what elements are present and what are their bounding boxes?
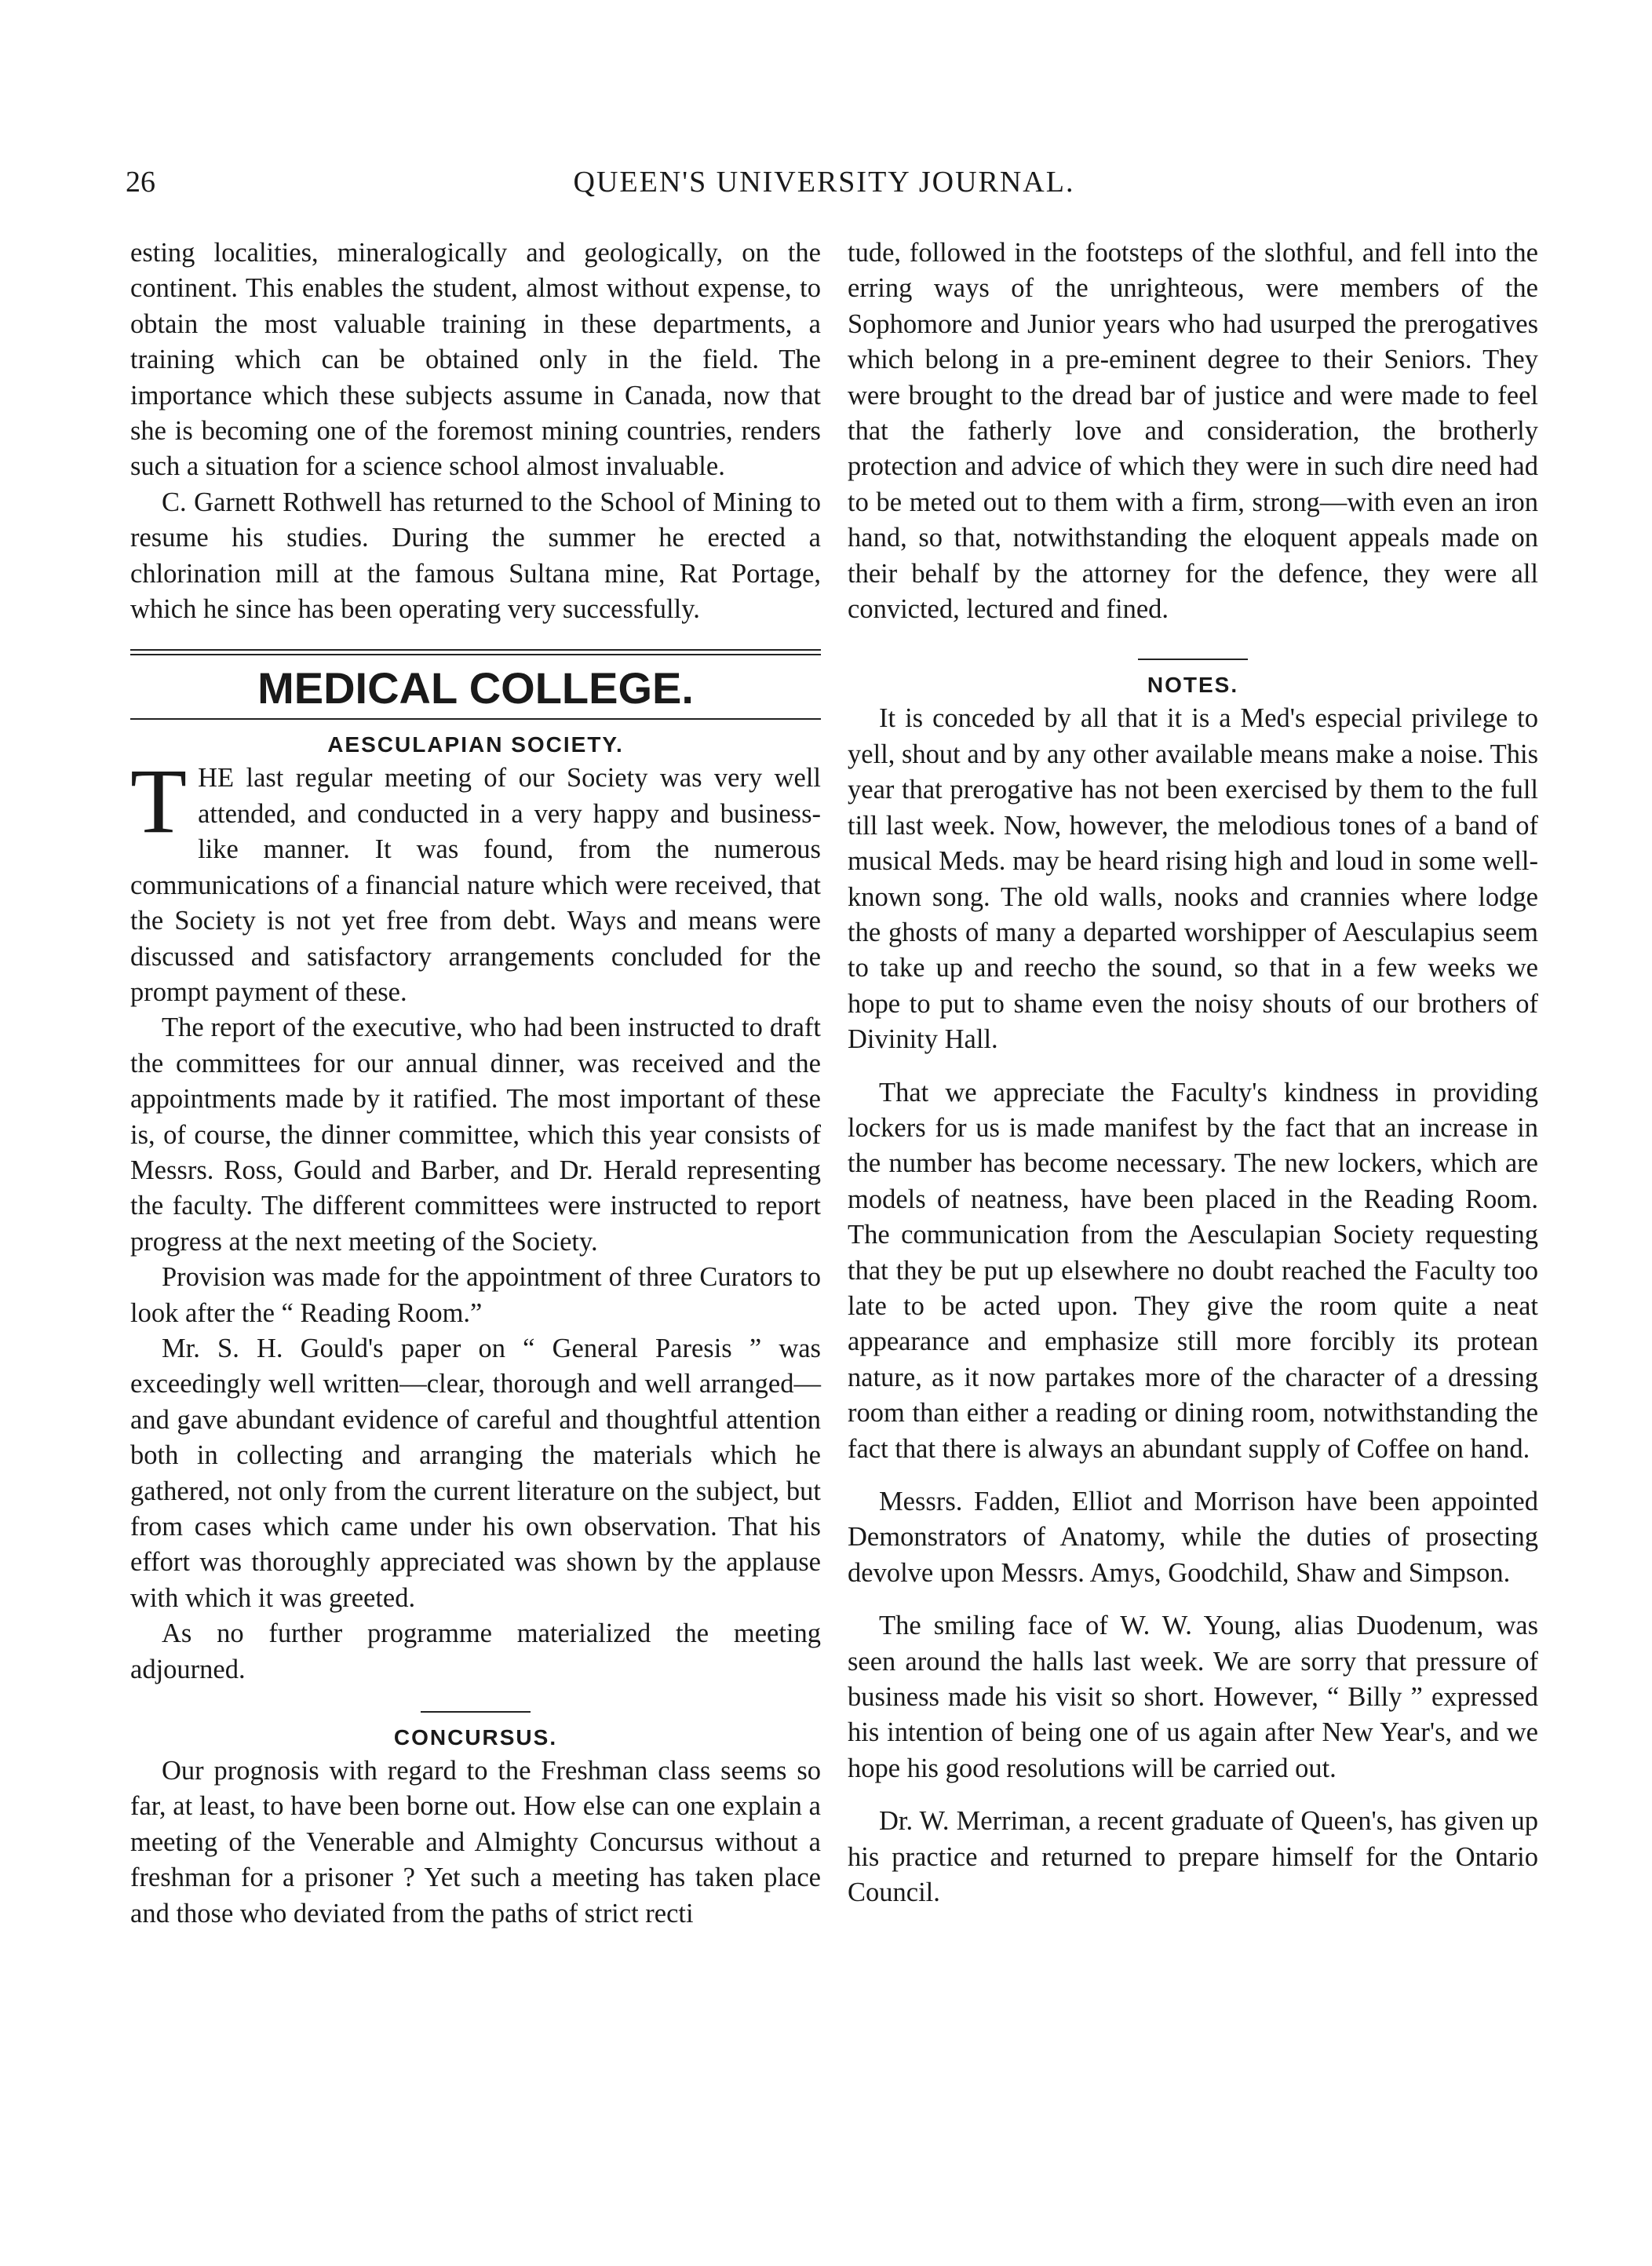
short-divider bbox=[421, 1711, 531, 1713]
page-number: 26 bbox=[126, 166, 155, 199]
paragraph: tude, followed in the footsteps of the slothful, and fell into the erring ways of the unrighteous, were members of the Sophomore and Junior years who had usurped the prerogatives which belong in a pre-eminent degree to their Seniors. They were brought to the dread bar of justice and were made to feel that the fatherly love and consideration, the brotherly protection and advice of which they were in such dire need had to be meted out to them with a firm, strong—with even an iron hand, so that, notwithstanding the eloquent appeals made on their behalf by the attorney for the defence, they were all convicted, lectured and fined. bbox=[848, 238, 1538, 625]
paragraph: HE last regular meeting of our Society was very well attended, and conducted in a very happy and business-like manner. It was found, from the numerous communications of a financial nature which were received, that the Society is not yet free from debt. Ways and means were discussed and satisfactory arrangements concluded for the prompt payment of these. bbox=[130, 763, 821, 1007]
paragraph: Mr. S. H. Gould's paper on “ General Paresis ” was exceedingly well written—clear, thorough and well arranged—and gave abundant evidence of careful and thoughtful attention both in collecting and arranging the materials which he gathered, not only from the current literature on the subject, but from cases which came under his own observation. That his effort was thoroughly appreciated was shown by the applause with which it was greeted. bbox=[130, 1333, 821, 1613]
paragraph-gap bbox=[848, 1467, 1538, 1484]
short-divider bbox=[1138, 659, 1248, 660]
paragraph: Dr. W. Merriman, a recent graduate of Queen's, has given up his practice and returned to prepare himself for the Ontario Council. bbox=[848, 1806, 1538, 1908]
paragraph: The report of the executive, who had been instructed to draft the committees for our annual dinner, was received and the appointments made by it ratified. The most important of these is, of course, the dinner committee, which this year consists of Messrs. Ross, Gould and Barber, and Dr. Herald representing the faculty. The different committees were instructed to report progress at the next meeting of the Society. bbox=[130, 1013, 821, 1257]
section-divider bbox=[130, 649, 821, 655]
page-header bbox=[126, 165, 1523, 212]
paragraph-gap bbox=[848, 1786, 1538, 1804]
dropcap-paragraph bbox=[130, 750, 821, 1010]
paragraph-gap bbox=[848, 1591, 1538, 1608]
paragraph: It is conceded by all that it is a Med's especial privilege to yell, shout and by any other available means make a noise. This year that prerogative has not been exercised by them to the full till last week. Now, however, the melodious tones of a band of musical Meds. may be heard rising high and loud in some well-known song. The old walls, nooks and crannies where lodge the ghosts of many a departed worshipper of Aesculapius seem to take up and reecho the sound, so that in a few weeks we hope to put to shame even the noisy shouts of our brothers of Divinity Hall. bbox=[848, 703, 1538, 1055]
running-title: QUEEN'S UNIVERSITY JOURNAL. bbox=[573, 166, 1075, 199]
paragraph: C. Garnett Rothwell has returned to the School of Mining to resume his studies. During the summer he erected a chlorination mill at the famous Sultana mine, Rat Portage, which he since has been operating very successfully. bbox=[130, 487, 821, 625]
paragraph-gap bbox=[848, 1058, 1538, 1075]
right-column bbox=[848, 235, 1538, 1910]
paragraph: Our prognosis with regard to the Freshman class seems so far, at least, to have been borne out. How else can one explain a meeting of the Venerable and Almighty Concursus without a freshman for a prisoner ? Yet such a meeting has taken place and those who deviated from the paths of strict recti bbox=[130, 1756, 821, 1928]
paragraph: That we appreciate the Faculty's kindness in providing lockers for us is made manifest by the fact that an increase in the number has become necessary. The new lockers, which are models of neatness, have been placed in the Reading Room. The communication from the Aesculapian Society requesting that they be put up elsewhere no doubt reached the Faculty too late to be acted upon. They give the room quite a neat appearance and emphasize still more forcibly its protean nature, as it now partakes more of the character of a dressing room than either a reading or dining room, notwithstanding the fact that there is always an abundant supply of Coffee on hand. bbox=[848, 1077, 1538, 1464]
paragraph: esting localities, mineralogically and geologically, on the continent. This enables the student, almost without expense, to obtain the most valuable training in these departments, a training which can be obtained only in the field. The importance which these subjects assume in Canada, now that she is becoming one of the foremost mining countries, renders such a situation for a science school almost invaluable. bbox=[130, 238, 821, 482]
paragraph: As no further programme materialized the meeting adjourned. bbox=[130, 1618, 821, 1684]
left-column bbox=[130, 235, 821, 1932]
drop-cap: T bbox=[130, 750, 188, 853]
subheading-aesculapian: AESCULAPIAN SOCIETY. bbox=[327, 732, 624, 757]
section-title: MEDICAL COLLEGE. bbox=[257, 663, 694, 713]
paragraph: Messrs. Fadden, Elliot and Morrison have been appointed Demonstrators of Anatomy, while the duties of prosecting devolve upon Messrs. Amys, Goodchild, Shaw and Simpson. bbox=[848, 1487, 1538, 1588]
subheading-concursus: CONCURSUS. bbox=[393, 1725, 558, 1750]
subheading-notes: NOTES. bbox=[1147, 673, 1239, 698]
title-underline bbox=[130, 718, 821, 720]
paragraph: The smiling face of W. W. Young, alias Duodenum, was seen around the halls last week. We are sorry that pressure of business made his visit so short. However, “ Billy ” expressed his intention of being one of us again after New Year's, and we hope his good resolutions will be carried out. bbox=[848, 1611, 1538, 1783]
paragraph: Provision was made for the appointment of three Curators to look after the “ Reading Room.” bbox=[130, 1262, 821, 1328]
